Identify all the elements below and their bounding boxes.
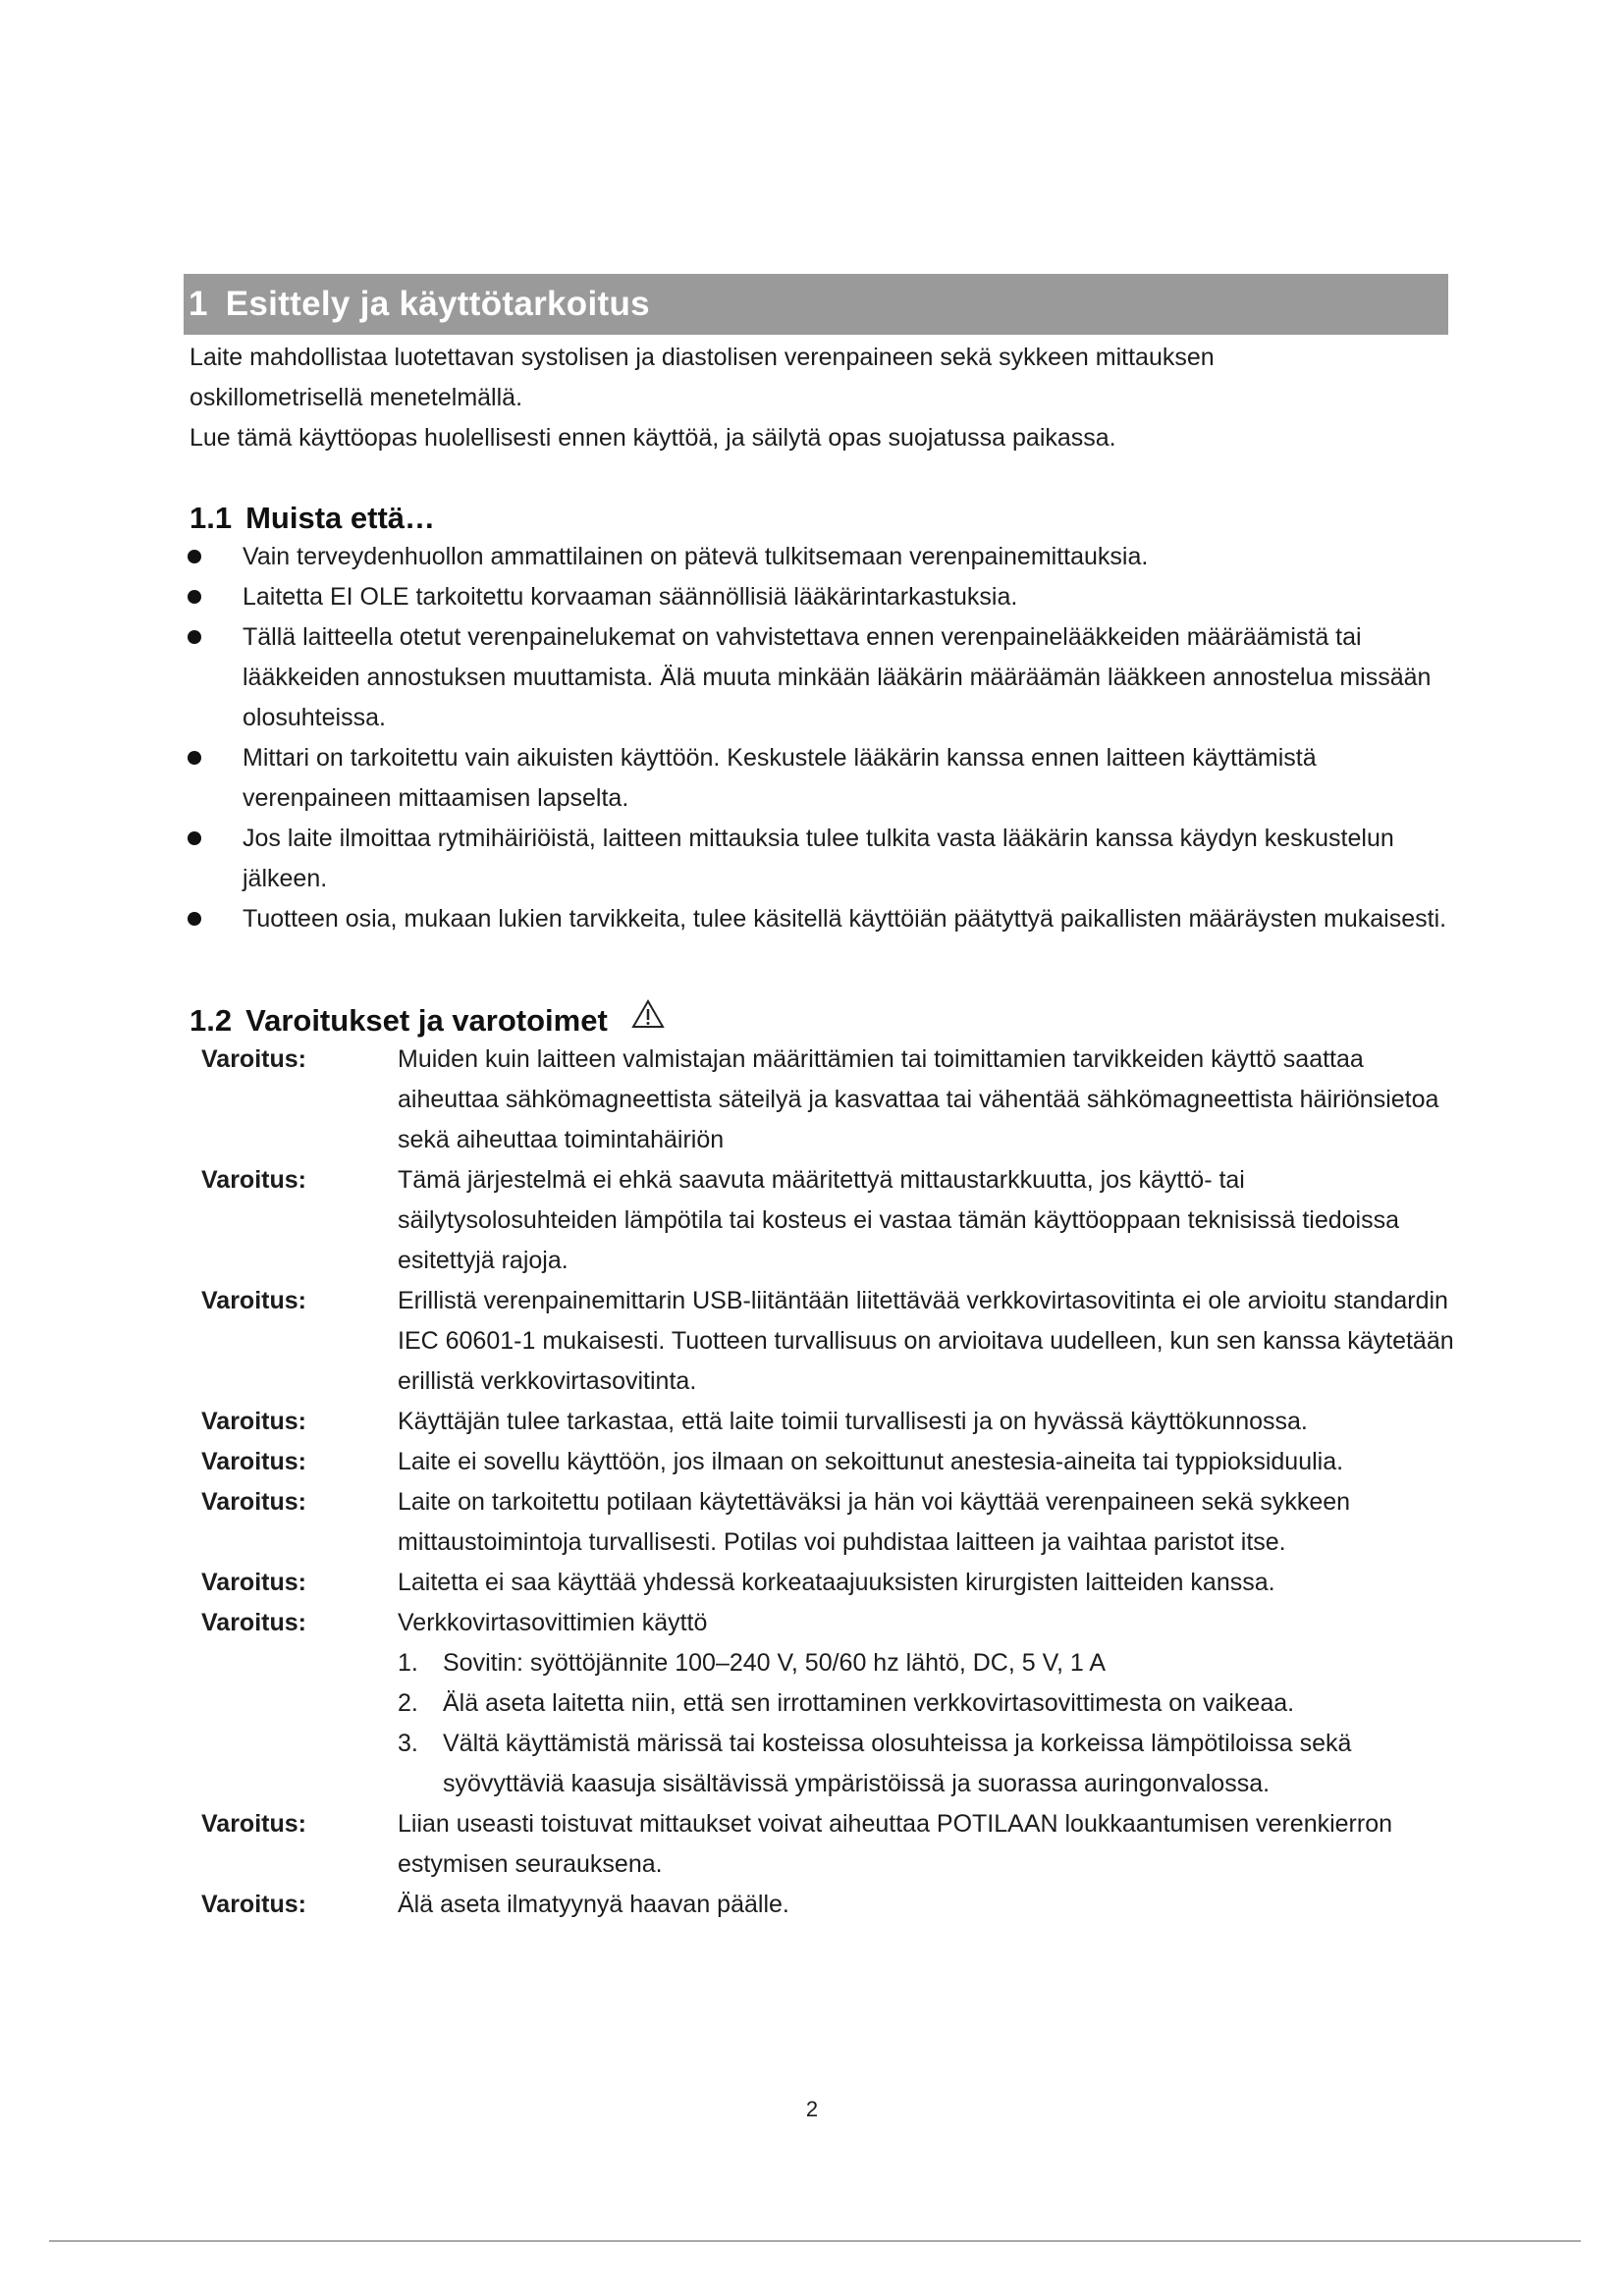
bullet-icon <box>188 751 201 765</box>
warning-text: Käyttäjän tulee tarkastaa, että laite toimii turvallisesti ja on hyvässä käyttökunnossa. <box>398 1408 1308 1435</box>
adapter-list-item <box>398 1724 1468 1804</box>
bullet-icon <box>188 912 201 926</box>
list-item-text: Mittari on tarkoitettu vain aikuisten käyttöön. Keskustele lääkärin kanssa ennen laitteen käyttämistä verenpaineen mittaamisen lapselta. <box>243 744 1317 812</box>
warning-text-adapter <box>398 1603 1468 1804</box>
warning-label: Varoitus: <box>201 1448 306 1475</box>
bullet-icon <box>188 550 201 563</box>
list-item-text: Vain terveydenhuollon ammattilainen on pätevä tulkitsemaan verenpainemittauksia. <box>243 543 1149 570</box>
subsection-title: Varoitukset ja varotoimet <box>245 1003 608 1038</box>
list-item <box>189 899 1456 939</box>
section-heading <box>184 274 1448 335</box>
warning-row <box>201 1563 1468 1603</box>
item-text: Vältä käyttämistä märissä tai kosteissa olosuhteissa ja korkeissa lämpötiloissa sekä syövyttäviä kaasuja sisältävissä ympäristöissä ja suorassa auringonvalossa. <box>443 1730 1352 1797</box>
subsection-heading-remember <box>189 499 435 538</box>
intro-line: oskillometrisellä menetelmällä. <box>189 384 523 411</box>
section-number: 1 <box>189 285 208 323</box>
subsection-title: Muista että… <box>245 501 436 535</box>
warning-label: Varoitus: <box>201 1287 306 1314</box>
warning-row <box>201 1482 1468 1563</box>
warning-label: Varoitus: <box>201 1488 306 1516</box>
list-item <box>189 819 1456 899</box>
list-item-text: Jos laite ilmoittaa rytmihäiriöistä, laitteen mittauksia tulee tulkita vasta lääkärin kanssa käydyn keskustelun jälkeen. <box>243 825 1394 892</box>
bullet-icon <box>188 590 201 604</box>
list-item <box>189 577 1456 617</box>
list-item-text: Tuotteen osia, mukaan lukien tarvikkeita, tulee käsitellä käyttöiän päätyttyä paikallisten määräysten mukaisesti. <box>243 905 1447 933</box>
warning-label: Varoitus: <box>201 1166 306 1194</box>
warning-label: Varoitus: <box>201 1569 306 1596</box>
list-item <box>189 537 1456 577</box>
intro-text <box>189 338 1446 458</box>
warning-triangle-icon <box>631 999 665 1039</box>
warning-row <box>201 1885 1468 1925</box>
list-item <box>189 738 1456 819</box>
item-number: 1. <box>398 1649 418 1677</box>
list-item-text: Tällä laitteella otetut verenpainelukemat on vahvistettava ennen verenpainelääkkeiden määräämistä tai lääkkeiden annostuksen muuttamista. Älä muuta minkään lääkärin määräämän lääkkeen annostelua missään olosuhteissa. <box>243 623 1432 731</box>
list-item-text: Laitetta EI OLE tarkoitettu korvaaman säännöllisiä lääkärintarkastuksia. <box>243 583 1018 611</box>
warning-text: Muiden kuin laitteen valmistajan määrittämien tai toimittamien tarvikkeiden käyttö saattaa aiheuttaa sähkömagneettista säteilyä ja kasvattaa tai vähentää sähkömagneettista häiriönsietoa sekä aiheuttaa toimintahäiriön <box>398 1045 1439 1153</box>
intro-line: Laite mahdollistaa luotettavan systolisen ja diastolisen verenpaineen sekä sykkeen mittauksen <box>189 344 1215 371</box>
warnings-list <box>201 1040 1468 1925</box>
warning-row <box>201 1442 1468 1482</box>
warning-text: Verkkovirtasovittimien käyttö <box>398 1609 708 1636</box>
subsection-number: 1.1 <box>189 501 233 535</box>
warning-row <box>201 1281 1468 1402</box>
warning-row <box>201 1040 1468 1160</box>
item-number: 3. <box>398 1730 418 1757</box>
warning-text: Laite on tarkoitettu potilaan käytettäväksi ja hän voi käyttää verenpaineen sekä sykkeen mittaustoimintoja turvallisesti. Potilas voi puhdistaa laitteen ja vaihtaa paristot itse. <box>398 1488 1351 1556</box>
warning-row <box>201 1402 1468 1442</box>
subsection-heading-warnings <box>189 1001 665 1041</box>
warning-text: Erillistä verenpainemittarin USB-liitäntään liitettävää verkkovirtasovitinta ei ole arvioitu standardin IEC 60601-1 mukaisesti. Tuotteen turvallisuus on arvioitava uudelleen, kun sen kanssa käytetään erillistä verkkovirtasovitinta. <box>398 1287 1454 1395</box>
bullet-icon <box>188 831 201 845</box>
warning-text: Tämä järjestelmä ei ehkä saavuta määritettyä mittaustarkkuutta, jos käyttö- tai säilytysolosuhteiden lämpötila tai kosteus ei vastaa tämän käyttöoppaan teknisissä tiedoissa esitettyjä rajoja. <box>398 1166 1400 1274</box>
list-item <box>189 617 1456 738</box>
warning-text: Laite ei sovellu käyttöön, jos ilmaan on sekoittunut anestesia-aineita tai typpioksiduulia. <box>398 1448 1344 1475</box>
warning-row <box>201 1804 1468 1885</box>
warning-text: Laitetta ei saa käyttää yhdessä korkeataajuuksisten kirurgisten laitteiden kanssa. <box>398 1569 1275 1596</box>
warning-label: Varoitus: <box>201 1408 306 1435</box>
warning-label: Varoitus: <box>201 1045 306 1073</box>
remember-list <box>189 537 1456 939</box>
adapter-list <box>398 1643 1468 1804</box>
subsection-number: 1.2 <box>189 1003 233 1038</box>
item-text: Älä aseta laitetta niin, että sen irrottaminen verkkovirtasovittimesta on vaikeaa. <box>443 1689 1295 1717</box>
item-text: Sovitin: syöttöjännite 100–240 V, 50/60 hz lähtö, DC, 5 V, 1 A <box>443 1649 1107 1677</box>
adapter-list-item <box>398 1643 1468 1683</box>
warning-text: Liian useasti toistuvat mittaukset voivat aiheuttaa POTILAAN loukkaantumisen verenkierron estymisen seurauksena. <box>398 1810 1393 1878</box>
warning-label: Varoitus: <box>201 1891 306 1918</box>
warning-row <box>201 1160 1468 1281</box>
bullet-icon <box>188 630 201 644</box>
item-number: 2. <box>398 1689 418 1717</box>
page-number: 2 <box>805 2097 819 2121</box>
warning-row <box>201 1603 1468 1804</box>
intro-line: Lue tämä käyttöopas huolellisesti ennen käyttöä, ja säilytä opas suojatussa paikassa. <box>189 424 1116 452</box>
section-title: Esittely ja käyttötarkoitus <box>225 285 650 323</box>
footer-divider <box>49 2240 1581 2242</box>
adapter-list-item <box>398 1683 1468 1724</box>
warning-label: Varoitus: <box>201 1810 306 1838</box>
warning-label: Varoitus: <box>201 1609 306 1636</box>
warning-text: Älä aseta ilmatyynyä haavan päälle. <box>398 1891 789 1918</box>
